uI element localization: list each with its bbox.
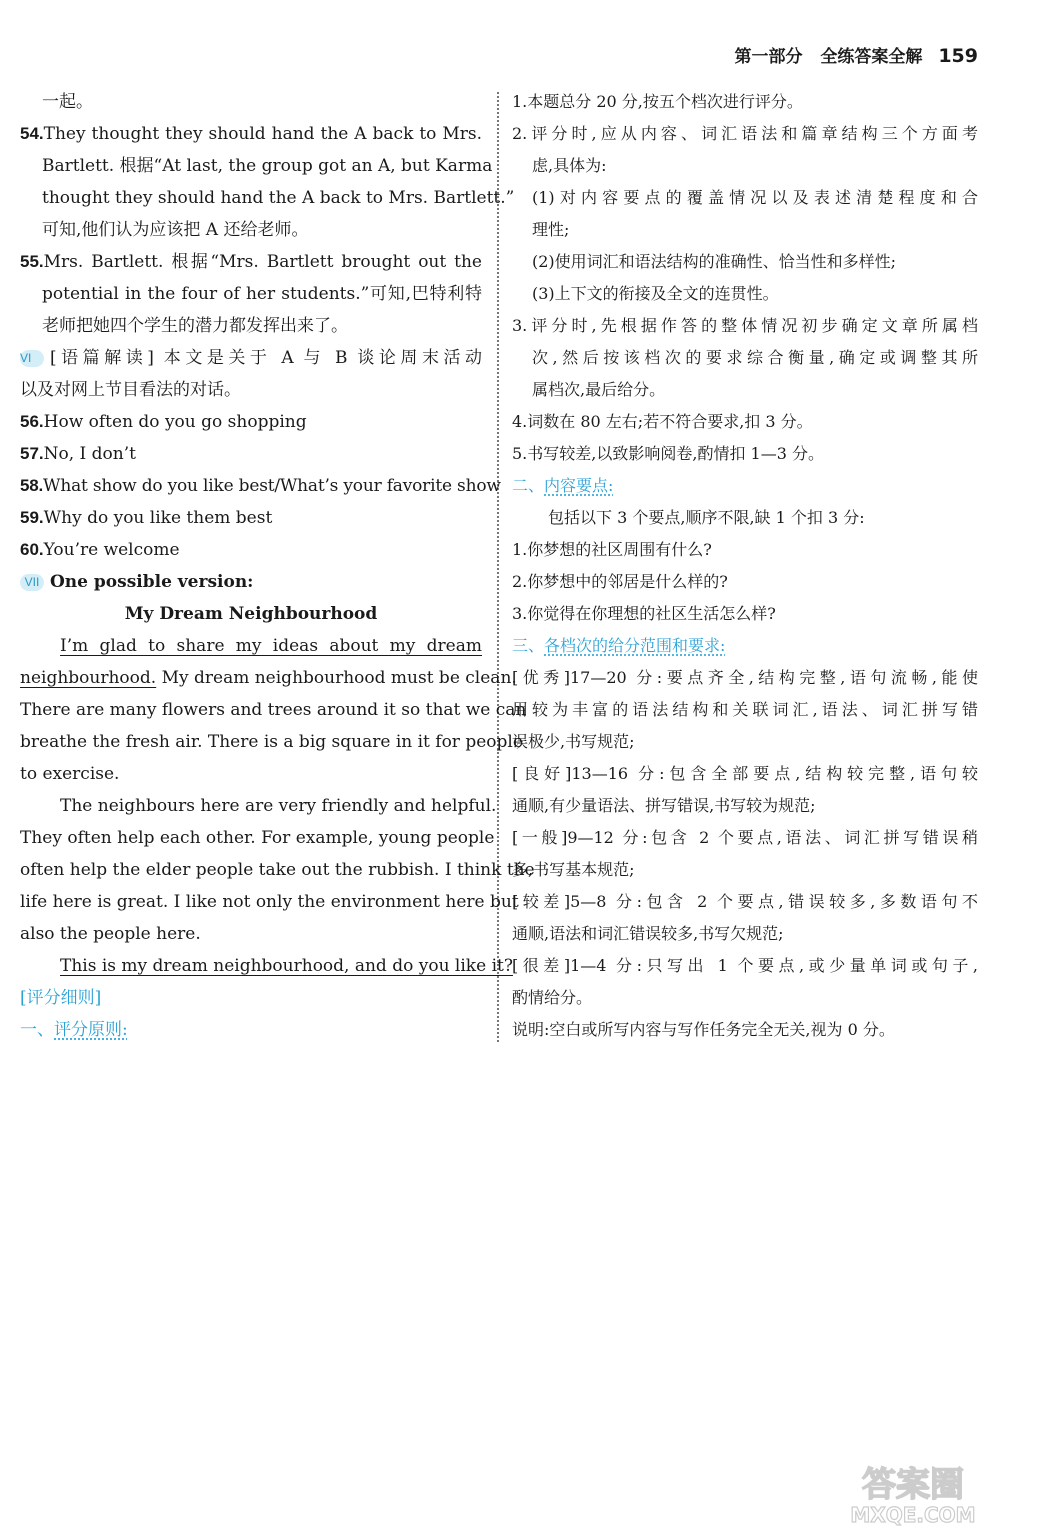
discourse-analysis: [语篇解读] 本文是关于 A 与 B 谈论周末活动	[50, 348, 482, 368]
grade-average-line-2: 多,书写基本规范;	[512, 860, 635, 879]
essay-p2-line-1: The neighbours here are very friendly and helpful.	[60, 796, 497, 816]
section-badge-6: VI	[20, 350, 44, 367]
left-column	[20, 86, 535, 1046]
rule-2-2: (2)使用词汇和语法结构的准确性、恰当性和多样性;	[532, 252, 897, 271]
answer-55-line-3: 老师把她四个学生的潜力都发挥出来了。	[42, 316, 348, 336]
answer-55-line-1	[20, 246, 482, 278]
section-label: 内容要点:	[544, 476, 614, 495]
grade-poor-line-2: 通顺,语法和词汇错误较多,书写欠规范;	[512, 924, 784, 943]
answer-54-line-2: Bartlett. 根据“At last, the group got an A, but Karma	[42, 156, 493, 176]
header-section: 第一部分	[734, 47, 803, 67]
page-number: 159	[938, 45, 978, 67]
continued-line: 一起。	[42, 92, 93, 112]
watermark-url: MXQE.COM	[850, 1503, 976, 1527]
section-6-line-2: 以及对网上节目看法的对话。	[20, 380, 241, 400]
answer-text: What show do you like best/What’s your favorite show	[43, 476, 501, 496]
section-badge-7: VII	[20, 574, 44, 591]
section-7-heading	[20, 566, 482, 598]
answer-54-line-1	[20, 118, 482, 150]
essay-p3-line-1	[20, 950, 513, 982]
section-label: 各档次的给分范围和要求:	[544, 636, 726, 655]
grade-excellent-line-1: [优秀]17—20 分:要点齐全,结构完整,语句流畅,能使	[512, 668, 978, 687]
scoring-principle-heading	[20, 1014, 482, 1046]
answer-58	[20, 470, 501, 502]
answer-55-line-2: potential in the four of her students.”可知,巴特利特	[42, 284, 482, 304]
content-points-heading	[512, 470, 978, 502]
header-book-title: 全练答案全解	[820, 47, 923, 67]
answer-56	[20, 406, 482, 438]
grade-excellent-line-2: 用较为丰富的语法结构和关联词汇,语法、词汇拼写错	[512, 700, 978, 719]
essay-p2-line-4: life here is great. I like not only the environment here but	[20, 892, 519, 912]
sample-label: One possible version:	[50, 572, 254, 592]
scoring-title: [评分细则]	[20, 988, 102, 1008]
grade-very-poor-line-1: [很差]1—4 分:只写出 1 个要点,或少量单词或句子,	[512, 956, 978, 975]
answer-54-line-4: 可知,他们认为应该把 A 还给老师。	[42, 220, 309, 240]
essay-p1-line-2	[20, 662, 517, 694]
answer-54-line-3: thought they should hand the A back to Mrs. Bartlett.”	[42, 188, 515, 208]
answer-text: Mrs. Bartlett. 根据“Mrs. Bartlett brought out the	[43, 252, 482, 272]
rule-3-line-3: 属档次,最后给分。	[532, 380, 666, 399]
grade-good-line-1: [良好]13—16 分:包含全部要点,结构较完整,语句较	[512, 764, 978, 783]
grade-very-poor-line-2: 酌情给分。	[512, 988, 593, 1007]
answer-59	[20, 502, 482, 534]
section-6-line-1	[20, 342, 482, 374]
answer-text: How often do you go shopping	[43, 412, 307, 432]
rule-2-1-line-1: (1)对内容要点的覆盖情况以及表述清楚程度和合	[532, 188, 978, 207]
essay-p1-line-3: There are many flowers and trees around it so that we can	[20, 700, 527, 720]
answer-text: They thought they should hand the A back to Mrs.	[43, 124, 482, 144]
essay-p1-line-1: I’m glad to share my ideas about my dream	[60, 636, 482, 656]
grade-excellent-line-3: 误极少,书写规范;	[512, 732, 635, 751]
rule-5: 5.书写较差,以致影响阅卷,酌情扣 1—3 分。	[512, 444, 824, 463]
answer-number: 57.	[20, 444, 44, 463]
rule-1: 1.本题总分 20 分,按五个档次进行评分。	[512, 92, 803, 111]
answer-57	[20, 438, 482, 470]
content-points-intro: 包括以下 3 个要点,顺序不限,缺 1 个扣 3 分:	[548, 508, 865, 527]
section-prefix: 一、	[20, 1020, 54, 1040]
rule-2-line-1: 2.评分时,应从内容、词汇语法和篇章结构三个方面考	[512, 124, 978, 143]
essay-text: My dream neighbourhood must be clean.	[156, 668, 517, 688]
scoring-note: 说明:空白或所写内容与写作任务完全无关,视为 0 分。	[512, 1020, 895, 1039]
watermark-text: 答案圈	[862, 1465, 964, 1505]
answer-number: 55.	[20, 252, 44, 271]
essay-p2-line-2: They often help each other. For example, young people	[20, 828, 495, 848]
rule-4: 4.词数在 80 左右;若不符合要求,扣 3 分。	[512, 412, 813, 431]
answer-text: You’re welcome	[43, 540, 180, 560]
essay-p1-line-4: breathe the fresh air. There is a big square in it for people	[20, 732, 523, 752]
rule-2-line-2: 虑,具体为:	[532, 156, 607, 175]
answer-text: Why do you like them best	[43, 508, 273, 528]
answer-number: 58.	[20, 476, 44, 495]
content-point-1: 1.你梦想的社区周围有什么?	[512, 540, 712, 559]
answer-number: 54.	[20, 124, 44, 143]
rule-2-3: (3)上下文的衔接及全文的连贯性。	[532, 284, 779, 303]
answer-number: 60.	[20, 540, 44, 559]
essay-p1-line-5: to exercise.	[20, 764, 120, 784]
essay-title: My Dream Neighbourhood	[124, 604, 378, 624]
rule-3-line-2: 次,然后按该档次的要求综合衡量,确定或调整其所	[532, 348, 978, 367]
grade-poor-line-1: [较差]5—8 分:包含 2 个要点,错误较多,多数语句不	[512, 892, 978, 911]
grade-good-line-2: 通顺,有少量语法、拼写错误,书写较为规范;	[512, 796, 816, 815]
answer-text: No, I don’t	[43, 444, 136, 464]
essay-underlined: neighbourhood.	[20, 668, 157, 688]
grade-levels-heading	[512, 630, 978, 662]
section-label: 评分原则:	[54, 1020, 128, 1040]
essay-p2-line-5: also the people here.	[20, 924, 201, 944]
answer-number: 56.	[20, 412, 44, 431]
essay-p2-line-3: often help the elder people take out the rubbish. I think the	[20, 860, 535, 880]
right-column	[512, 86, 978, 1046]
answer-number: 59.	[20, 508, 44, 527]
answer-60	[20, 534, 482, 566]
essay-underlined: This is my dream neighbourhood, and do you like it?	[60, 956, 513, 976]
rule-3-line-1: 3.评分时,先根据作答的整体情况初步确定文章所属档	[512, 316, 978, 335]
section-prefix: 三、	[512, 636, 545, 655]
content-point-2: 2.你梦想中的邻居是什么样的?	[512, 572, 728, 591]
page-header	[734, 42, 978, 67]
watermark-logo	[818, 1458, 1008, 1528]
rule-2-1-line-2: 理性;	[532, 220, 570, 239]
grade-average-line-1: [一般]9—12 分:包含 2 个要点,语法、词汇拼写错误稍	[512, 828, 978, 847]
content-point-3: 3.你觉得在你理想的社区生活怎么样?	[512, 604, 776, 623]
section-prefix: 二、	[512, 476, 545, 495]
